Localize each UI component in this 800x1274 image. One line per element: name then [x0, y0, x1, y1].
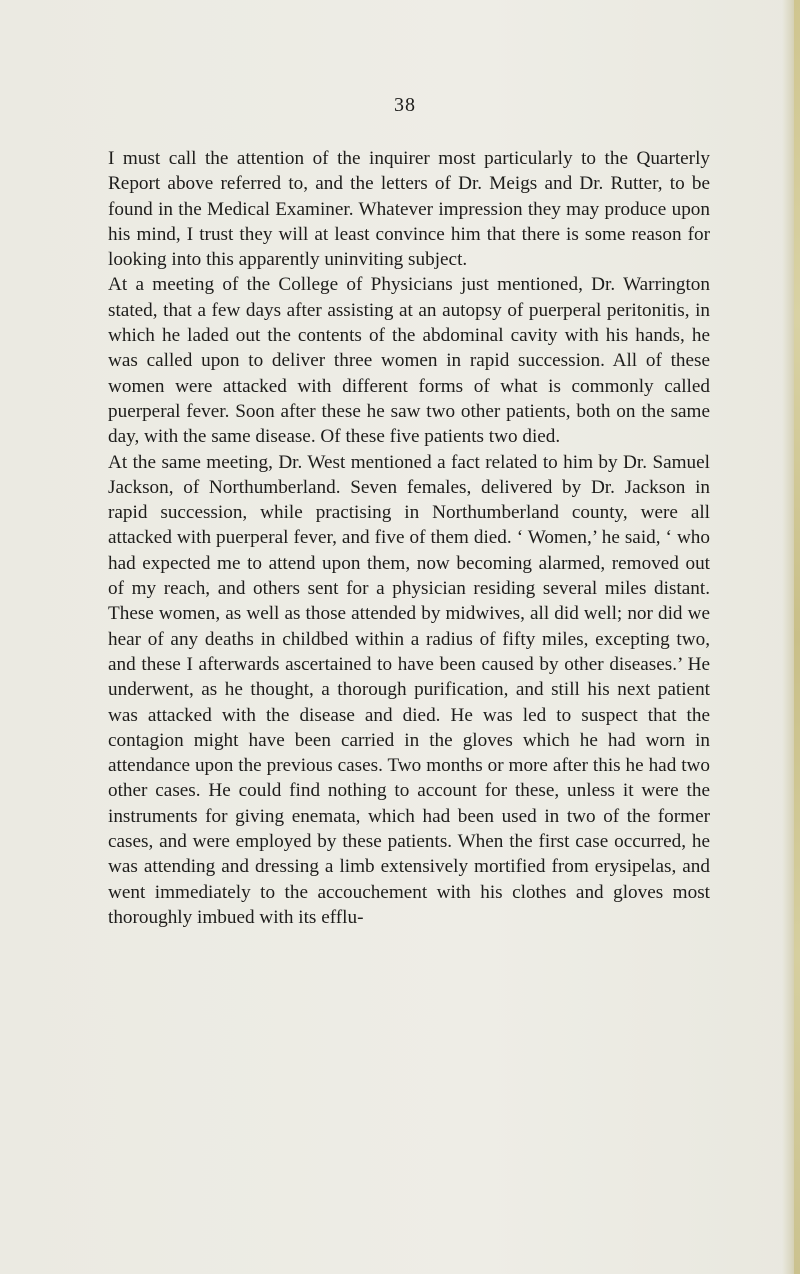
paragraph-1: I must call the attention of the inquirer most particularly to the Quarterly Report above referred to, and the letters of Dr. Meigs and Dr. Rutter, to be found in the Medical Examiner. Whatever impression they may produce upon his mind, I trust they will at least convince him that there is some reason for looking into this apparently uninviting subject.	[108, 148, 710, 271]
paragraph-3: At the same meeting, Dr. West mentioned a fact related to him by Dr. Samuel Jackson, of Northumberland. Seven females, delivered by Dr. Jackson in rapid succession, while practising in Northumberland county, were all attacked with puerperal fever, and five of them died. ‘ Women,’ he said, ‘ who had expected me to attend upon them, now becoming alarmed, removed out of my reach, and others sent for a physician residing several miles distant. These women, as well as those attended by midwives, all did well; nor did we hear of any deaths in childbed within a radius of fifty miles, excepting two, and these I afterwards ascertained to have been caused by other diseases.’ He underwent, as he thought, a thorough purification, and still his next patient was attacked with the disease and died. He was led to suspect that the contagion might have been carried in the gloves which he had worn in attendance upon the previous cases. Two months or more after this he had two other cases. He could find nothing to account for these, unless it were the instruments for giving enemata, which had been used in two of the former cases, and were employed by these patients. When the first case occurred, he was attending and dressing a limb extensively mortified from erysipelas, and went immediately to the accouchement with his clothes and gloves most thoroughly imbued with its efflu-	[108, 451, 710, 928]
paragraph-2: At a meeting of the College of Physicians just mentioned, Dr. Warrington stated, that a few days after assisting at an autopsy of puerperal peritonitis, in which he laded out the contents of the abdominal cavity with his hands, he was called upon to deliver three women in rapid succession. All of these women were attacked with different forms of what is commonly called puerperal fever. Soon after these he saw two other patients, both on the same day, with the same disease. Of these five patients two died.	[108, 274, 710, 448]
body-text	[108, 146, 710, 930]
page-number: 38	[394, 94, 416, 116]
page-edge-strip	[794, 0, 800, 1274]
